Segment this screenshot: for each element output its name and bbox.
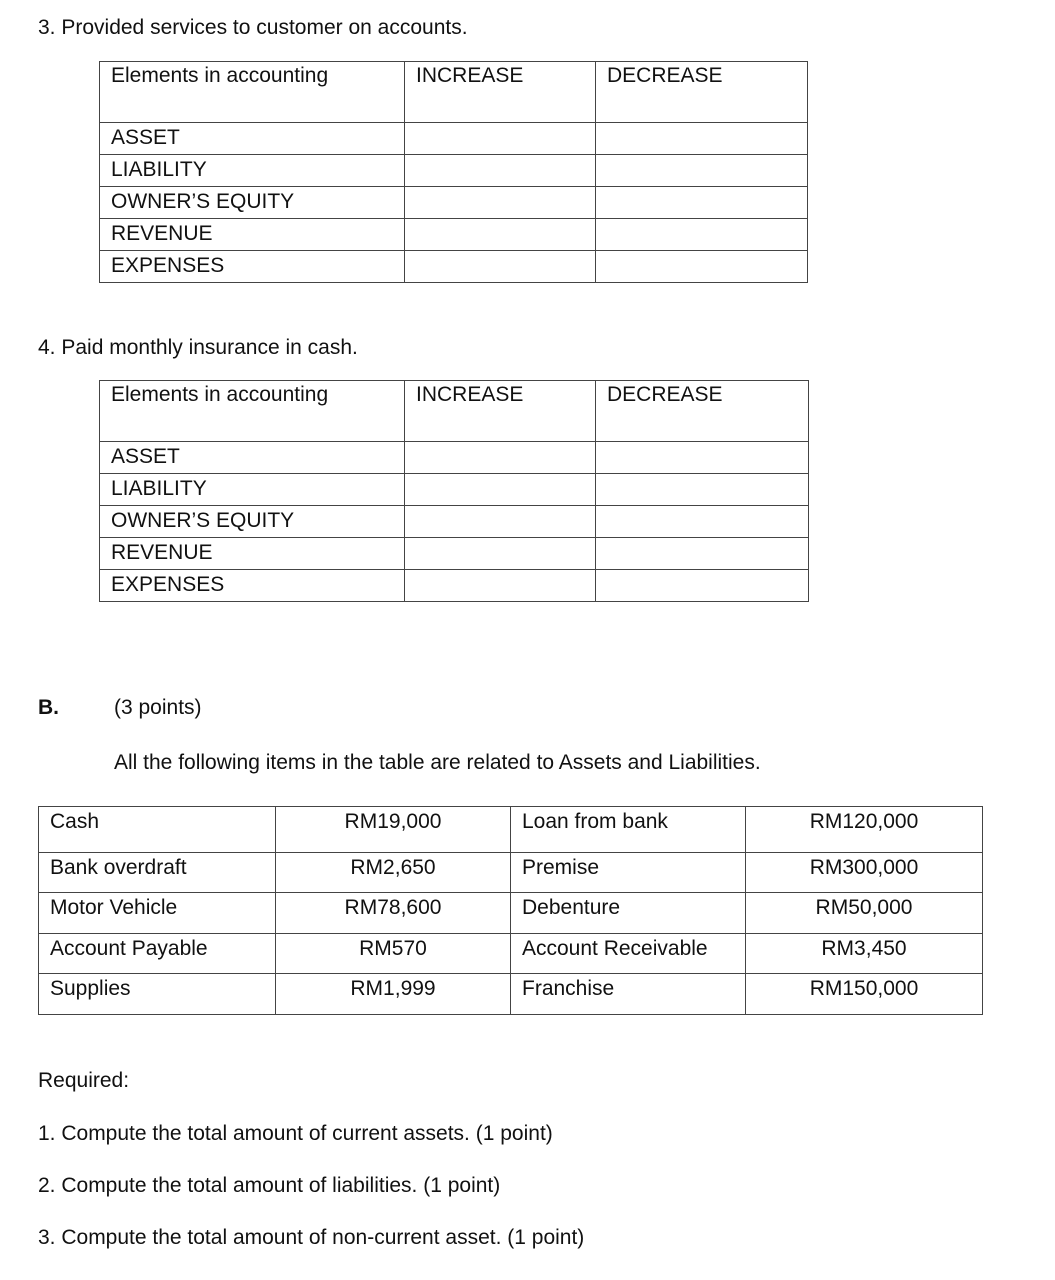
table-header-row (100, 381, 809, 442)
table-row (39, 974, 983, 1015)
increase-cell[interactable] (405, 187, 596, 219)
increase-cell[interactable] (405, 570, 596, 602)
header-decrease: DECREASE (596, 381, 809, 442)
item-name: Franchise (511, 974, 746, 1015)
row-label: REVENUE (100, 538, 405, 570)
table-row (100, 538, 809, 570)
header-decrease: DECREASE (596, 62, 808, 123)
item-name: Cash (39, 807, 276, 853)
increase-cell[interactable] (405, 123, 596, 155)
table-row (100, 219, 808, 251)
increase-cell[interactable] (405, 538, 596, 570)
item-name: Loan from bank (511, 807, 746, 853)
item-name: Bank overdraft (39, 853, 276, 893)
decrease-cell[interactable] (596, 219, 808, 251)
table-row (100, 442, 809, 474)
question-4-table (99, 380, 809, 602)
section-b-points: (3 points) (114, 696, 202, 719)
required-question-2: 2. Compute the total amount of liabilities. (1 point) (38, 1174, 501, 1197)
table-row (39, 807, 983, 853)
section-b-intro: All the following items in the table are related to Assets and Liabilities. (114, 751, 761, 774)
row-label: EXPENSES (100, 570, 405, 602)
header-elements: Elements in accounting (100, 381, 405, 442)
table-row (39, 934, 983, 974)
header-increase: INCREASE (405, 62, 596, 123)
decrease-cell[interactable] (596, 442, 809, 474)
row-label: EXPENSES (100, 251, 405, 283)
table-row (39, 893, 983, 934)
table-row (100, 155, 808, 187)
decrease-cell[interactable] (596, 123, 808, 155)
item-name: Premise (511, 853, 746, 893)
table-row (100, 251, 808, 283)
increase-cell[interactable] (405, 251, 596, 283)
required-label: Required: (38, 1069, 130, 1092)
item-name: Debenture (511, 893, 746, 934)
decrease-cell[interactable] (596, 506, 809, 538)
table-row (100, 187, 808, 219)
decrease-cell[interactable] (596, 474, 809, 506)
question-3-table (99, 61, 808, 283)
increase-cell[interactable] (405, 442, 596, 474)
item-amount: RM19,000 (276, 807, 511, 853)
item-amount: RM150,000 (746, 974, 983, 1015)
increase-cell[interactable] (405, 474, 596, 506)
section-b-label: B. (38, 696, 59, 719)
item-amount: RM78,600 (276, 893, 511, 934)
increase-cell[interactable] (405, 155, 596, 187)
decrease-cell[interactable] (596, 155, 808, 187)
row-label: REVENUE (100, 219, 405, 251)
items-table (38, 806, 983, 1015)
item-amount: RM3,450 (746, 934, 983, 974)
row-label: LIABILITY (100, 474, 405, 506)
increase-cell[interactable] (405, 219, 596, 251)
decrease-cell[interactable] (596, 251, 808, 283)
item-amount: RM50,000 (746, 893, 983, 934)
item-name: Supplies (39, 974, 276, 1015)
decrease-cell[interactable] (596, 570, 809, 602)
item-amount: RM2,650 (276, 853, 511, 893)
increase-cell[interactable] (405, 506, 596, 538)
row-label: ASSET (100, 123, 405, 155)
row-label: OWNER’S EQUITY (100, 187, 405, 219)
item-amount: RM1,999 (276, 974, 511, 1015)
item-amount: RM120,000 (746, 807, 983, 853)
row-label: OWNER’S EQUITY (100, 506, 405, 538)
table-row (100, 123, 808, 155)
table-row (39, 853, 983, 893)
table-header-row (100, 62, 808, 123)
row-label: LIABILITY (100, 155, 405, 187)
question-3-title: 3. Provided services to customer on accounts. (38, 16, 468, 39)
item-name: Account Payable (39, 934, 276, 974)
required-question-3: 3. Compute the total amount of non-current asset. (1 point) (38, 1226, 585, 1249)
table-row (100, 506, 809, 538)
header-elements: Elements in accounting (100, 62, 405, 123)
header-increase: INCREASE (405, 381, 596, 442)
item-amount: RM570 (276, 934, 511, 974)
row-label: ASSET (100, 442, 405, 474)
decrease-cell[interactable] (596, 538, 809, 570)
question-4-title: 4. Paid monthly insurance in cash. (38, 336, 358, 359)
table-row (100, 474, 809, 506)
table-row (100, 570, 809, 602)
decrease-cell[interactable] (596, 187, 808, 219)
item-name: Account Receivable (511, 934, 746, 974)
required-question-1: 1. Compute the total amount of current assets. (1 point) (38, 1122, 553, 1145)
item-name: Motor Vehicle (39, 893, 276, 934)
item-amount: RM300,000 (746, 853, 983, 893)
